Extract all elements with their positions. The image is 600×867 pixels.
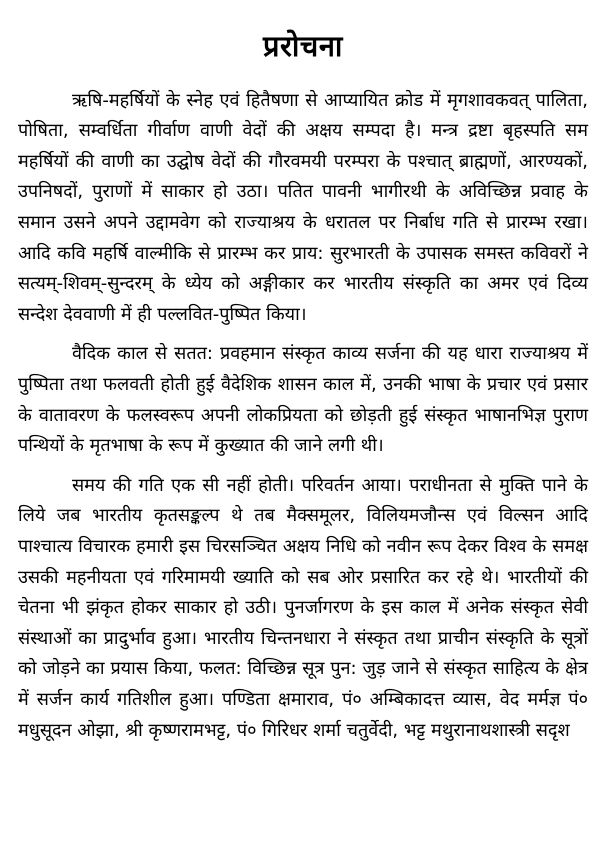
paragraph-1: ऋषि-महर्षियों के स्नेह एवं हितैषणा से आप्यायित क्रोड में मृगशावकवत् पालिता, पोषिता, सम्वर्धिता गीर्वाण वाणी वेदों की अक्षय सम्पदा है। मन्त्र द्रष्टा बृहस्पति सम महर्षियों की वाणी का उद्घोष वेदों की गौरवमयी परम्परा के पश्चात् ब्राह्मणों, आरण्यकों, उपनिषदों, पुराणों में साकार हो उठा। पतित पावनी भागीरथी के अविच्छिन्न प्रवाह के समान उसने अपने उद्दामवेग को राज्याश्रय के धरातल पर निर्बाध गति से प्रारम्भ रखा। आदि कवि महर्षि वाल्मीकि से प्रारम्भ कर प्राय: सुरभारती के उपासक समस्त कविवरों ने सत्यम्-शिवम्-सुन्दरम् के ध्येय को अङ्गीकार कर भारतीय संस्कृति का अमर एवं दिव्य सन्देश देववाणी में ही पल्लवित-पुष्पित किया। xyxy=(18,89,588,325)
paragraph-2: वैदिक काल से सतत: प्रवहमान संस्कृत काव्य सर्जना की यह धारा राज्याश्रय में पुष्पिता तथा फलवती होती हुई वैदेशिक शासन काल में, उनकी भाषा के प्रचार एवं प्रसार के वातावरण के फलस्वरूप अपनी लोकप्रियता को छोड़ती हुई संस्कृत भाषानभिज्ञ पुराण पन्थियों के मृतभाषा के रूप में कुख्यात की जाने लगी थी। xyxy=(18,343,588,457)
paragraph-3: समय की गति एक सी नहीं होती। परिवर्तन आया। पराधीनता से मुक्ति पाने के लिये जब भारतीय कृतसङ्कल्प थे तब मैक्समूलर, विलियमजौन्स एवं विल्सन आदि पाश्चात्य विचारक हमारी इस चिरसञ्चित अक्षय निधि को नवीन रूप देकर विश्व के समक्ष उसकी महनीयता एवं गरिमामयी ख्याति को सब ओर प्रसारित कर रहे थे। भारतीयों की चेतना भी झंकृत होकर साकार हो उठी। पुनर्जागरण के इस काल में अनेक संस्कृत सेवी संस्थाओं का प्रादुर्भाव हुआ। भारतीय चिन्तनधारा ने संस्कृत तथा प्राचीन संस्कृति के सूत्रों को जोड़ने का प्रयास किया, फलत: विच्छिन्न सूत्र पुन: जुड़ जाने से संस्कृत साहित्य के क्षेत्र में सर्जन कार्य गतिशील हुआ। पण्डिता क्षमाराव, पं० अम्बिकादत्त व्यास, वेद मर्मज्ञ पं० मधुसूदन ओझा, श्री कृष्णरामभट्ट, पं० गिरिधर शर्मा चतुर्वेदी, भट्ट मथुरानाथशास्त्री सदृश xyxy=(18,474,588,741)
page-title: प्ररोचना xyxy=(263,29,343,63)
